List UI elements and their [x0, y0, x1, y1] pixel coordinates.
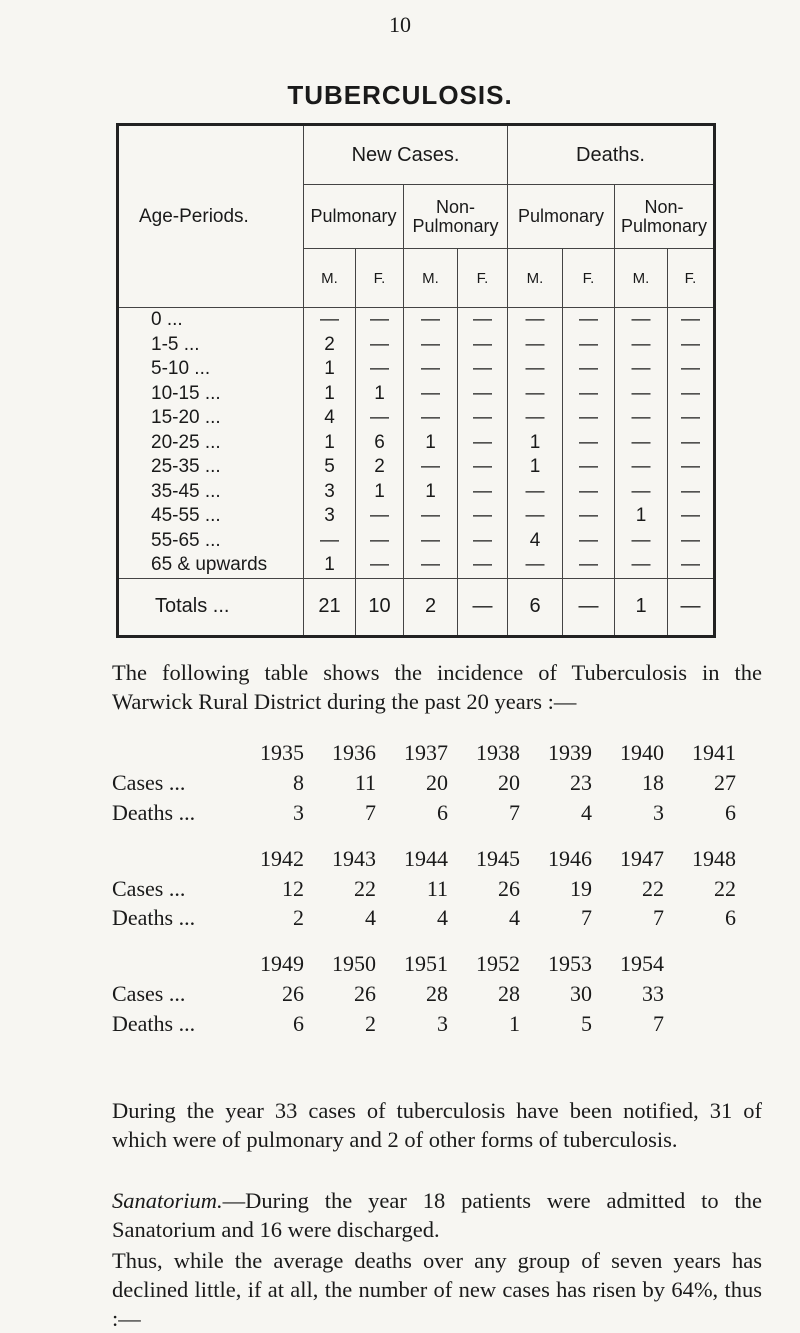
male-header: M.	[508, 249, 563, 308]
table-cell: 2	[304, 333, 356, 358]
conclusion-paragraph: Thus, while the average deaths over any group of seven years has declined little, if at all, the number of new cases has risen by 64%, thus :—	[112, 1248, 762, 1331]
table-cell: 4	[304, 406, 356, 431]
table-row	[118, 553, 715, 578]
table-cell: 1	[404, 431, 458, 456]
table-cell: —	[356, 504, 404, 529]
yearly-incidence-table	[112, 738, 736, 1039]
table-cell: —	[356, 529, 404, 554]
cases-label: Cases ...	[112, 770, 186, 796]
cases-cell: 33	[642, 981, 664, 1007]
table-cell: —	[668, 382, 715, 407]
cases-row	[112, 980, 736, 1010]
age-period-label: 10-15 ...	[151, 382, 221, 404]
table-cell: —	[458, 504, 508, 529]
cases-cell: 26	[354, 981, 376, 1007]
table-row	[118, 455, 715, 480]
table-cell: —	[563, 308, 615, 333]
cases-label: Cases ...	[112, 981, 186, 1007]
year-cell: 1949	[260, 951, 304, 977]
table-cell: —	[563, 357, 615, 382]
table-cell: —	[563, 406, 615, 431]
pulmonary-header: Pulmonary	[508, 185, 615, 249]
table-cell: —	[563, 504, 615, 529]
year-cell: 1938	[476, 740, 520, 766]
table-cell: —	[458, 455, 508, 480]
table-cell: 21	[304, 578, 356, 636]
totals-label: Totals ...	[118, 578, 304, 636]
year-cell: 1947	[620, 845, 664, 871]
table-cell: —	[508, 553, 563, 578]
table-cell: —	[356, 333, 404, 358]
table-cell: 1	[304, 553, 356, 578]
table-cell: 1	[508, 455, 563, 480]
table-row	[118, 308, 715, 333]
table-cell: 3	[304, 480, 356, 505]
table-cell: —	[508, 382, 563, 407]
cases-cell: 22	[642, 875, 664, 901]
sanatorium-paragraph	[112, 1186, 762, 1244]
table-cell: —	[615, 406, 668, 431]
table-cell: —	[563, 382, 615, 407]
table-cell: 1	[615, 504, 668, 529]
cases-cell: 8	[293, 770, 304, 796]
deaths-cell: 4	[509, 905, 520, 931]
age-period-label: 15-20 ...	[151, 407, 221, 429]
page-title: TUBERCULOSIS.	[287, 80, 513, 110]
cases-label: Cases ...	[112, 875, 186, 901]
age-period-label: 0 ...	[118, 308, 304, 333]
table-cell: —	[458, 431, 508, 456]
deaths-row	[112, 904, 736, 934]
deaths-cell: 2	[365, 1010, 376, 1036]
non-pulmonary-header: Non- Pulmonary	[615, 185, 715, 249]
cases-cell: 26	[498, 875, 520, 901]
deaths-cell: 4	[365, 905, 376, 931]
deaths-label: Deaths ...	[112, 905, 196, 931]
age-period-label: 45-55 ...	[151, 505, 221, 527]
age-period-label: 55-65 ...	[151, 529, 221, 551]
male-header: M.	[615, 249, 668, 308]
table-cell: —	[668, 480, 715, 505]
year-cell: 1948	[692, 845, 736, 871]
cases-cell: 30	[570, 981, 592, 1007]
age-period-label: 5-10 ...	[151, 358, 211, 380]
table-cell: 4	[508, 529, 563, 554]
table-cell: —	[356, 553, 404, 578]
table-cell: 10	[356, 578, 404, 636]
year-cell: 1941	[692, 740, 736, 766]
table-cell: —	[404, 357, 458, 382]
deaths-cell: 1	[509, 1010, 520, 1036]
table-cell: —	[404, 333, 458, 358]
table-cell: —	[404, 553, 458, 578]
table-cell: —	[356, 308, 404, 333]
deaths-cell: 3	[293, 799, 304, 825]
table-cell: 3	[304, 504, 356, 529]
table-cell: —	[668, 406, 715, 431]
deaths-cell: 7	[365, 799, 376, 825]
age-periods-header: Age-Periods.	[139, 205, 249, 227]
cases-cell: 28	[426, 981, 448, 1007]
year-cell: 1950	[332, 951, 376, 977]
table-cell: —	[668, 529, 715, 554]
year-cell: 1945	[476, 845, 520, 871]
table-row	[118, 431, 715, 456]
table-cell: —	[615, 333, 668, 358]
table-cell: —	[458, 357, 508, 382]
year-cell: 1944	[404, 845, 448, 871]
table-cell: —	[508, 333, 563, 358]
female-header: F.	[356, 249, 404, 308]
deaths-cell: 6	[293, 1010, 304, 1036]
year-cell: 1954	[620, 951, 664, 977]
deaths-row	[112, 1009, 736, 1039]
table-cell: —	[404, 308, 458, 333]
table-cell: —	[615, 455, 668, 480]
year-cell: 1940	[620, 740, 664, 766]
female-header: F.	[563, 249, 615, 308]
cases-cell: 11	[426, 875, 448, 901]
sanatorium-text: —During the year 18 patients were admitted to the Sanatorium and 16 were discharged.	[112, 1188, 762, 1242]
year-cell: 1942	[260, 845, 304, 871]
deaths-cell: 7	[653, 905, 664, 931]
new-cases-header: New Cases.	[304, 125, 508, 185]
cases-cell: 22	[714, 875, 736, 901]
totals-row	[118, 578, 715, 636]
table-cell: —	[563, 529, 615, 554]
table-cell: —	[668, 578, 715, 636]
deaths-cell: 6	[437, 799, 448, 825]
age-period-label: 35-45 ...	[151, 480, 221, 502]
table-cell: —	[508, 504, 563, 529]
table-cell: 6	[508, 578, 563, 636]
table-cell: —	[668, 308, 715, 333]
year-row	[112, 949, 736, 980]
year-cell: 1951	[404, 951, 448, 977]
table-cell: —	[458, 553, 508, 578]
table-cell: —	[458, 333, 508, 358]
table-cell: 1	[356, 480, 404, 505]
age-period-label: 65 & upwards	[151, 554, 268, 576]
cases-cell: 11	[354, 770, 376, 796]
non-pulmonary-header: Non- Pulmonary	[404, 185, 508, 249]
female-header: F.	[458, 249, 508, 308]
table-cell: 1	[304, 382, 356, 407]
table-cell: —	[668, 455, 715, 480]
male-header: M.	[404, 249, 458, 308]
table-cell: —	[458, 578, 508, 636]
table-row	[118, 382, 715, 407]
cases-cell: 12	[282, 875, 304, 901]
deaths-cell: 7	[581, 905, 592, 931]
table-cell: —	[668, 504, 715, 529]
sanatorium-heading: Sanatorium.	[112, 1188, 223, 1213]
table-cell: —	[615, 553, 668, 578]
notification-paragraph: During the year 33 cases of tuberculosis have been notified, 31 of which were of pulmonary and 2 of other forms of tuberculosis.	[112, 1098, 762, 1152]
table-cell: —	[563, 480, 615, 505]
table-cell: 1	[508, 431, 563, 456]
year-row	[112, 738, 736, 769]
tuberculosis-table	[116, 123, 716, 638]
table-cell: —	[458, 480, 508, 505]
age-period-label: 25-35 ...	[151, 456, 221, 478]
table-row	[118, 504, 715, 529]
female-header: F.	[668, 249, 715, 308]
table-cell: 2	[404, 578, 458, 636]
table-cell: —	[668, 553, 715, 578]
year-cell: 1946	[548, 845, 592, 871]
year-cell: 1935	[260, 740, 304, 766]
deaths-cell: 7	[509, 799, 520, 825]
table-cell: —	[563, 553, 615, 578]
table-row	[118, 406, 715, 431]
table-cell: —	[615, 431, 668, 456]
table-cell: —	[668, 333, 715, 358]
table-cell: —	[304, 308, 356, 333]
male-header: M.	[304, 249, 356, 308]
table-cell: —	[404, 529, 458, 554]
cases-cell: 20	[498, 770, 520, 796]
deaths-cell: 3	[437, 1010, 448, 1036]
cases-cell: 20	[426, 770, 448, 796]
deaths-cell: 6	[725, 905, 736, 931]
cases-cell: 28	[498, 981, 520, 1007]
table-cell: —	[458, 529, 508, 554]
deaths-cell: 4	[437, 905, 448, 931]
table-cell: —	[563, 455, 615, 480]
deaths-cell: 4	[581, 799, 592, 825]
table-cell: 1	[304, 431, 356, 456]
deaths-header: Deaths.	[508, 125, 715, 185]
table-cell: —	[615, 308, 668, 333]
cases-cell: 19	[570, 875, 592, 901]
deaths-cell: 5	[581, 1010, 592, 1036]
cases-cell: 26	[282, 981, 304, 1007]
table-cell: —	[563, 431, 615, 456]
age-period-label: 1-5 ...	[151, 333, 200, 355]
cases-cell: 27	[714, 770, 736, 796]
table-cell: 1	[356, 382, 404, 407]
table-cell: 5	[304, 455, 356, 480]
year-cell: 1939	[548, 740, 592, 766]
table-cell: —	[508, 357, 563, 382]
cases-cell: 23	[570, 770, 592, 796]
table-row	[118, 480, 715, 505]
table-cell: —	[404, 382, 458, 407]
table-cell: —	[404, 504, 458, 529]
table-cell: —	[615, 529, 668, 554]
year-cell: 1952	[476, 951, 520, 977]
table-cell: —	[668, 357, 715, 382]
year-row	[112, 844, 736, 875]
table-cell: 2	[356, 455, 404, 480]
deaths-cell: 6	[725, 799, 736, 825]
deaths-label: Deaths ...	[112, 1010, 196, 1036]
table-cell: —	[508, 406, 563, 431]
deaths-label: Deaths ...	[112, 799, 196, 825]
year-cell: 1937	[404, 740, 448, 766]
table-cell: —	[563, 333, 615, 358]
age-period-label: 20-25 ...	[151, 431, 221, 453]
table-cell: —	[508, 480, 563, 505]
table-cell: —	[356, 406, 404, 431]
cases-cell: 18	[642, 770, 664, 796]
intro-paragraph: The following table shows the incidence of Tuberculosis in the Warwick Rural District during the past 20 years :—	[112, 660, 762, 714]
page-number: 10	[389, 12, 411, 37]
table-cell: —	[615, 382, 668, 407]
pulmonary-header: Pulmonary	[304, 185, 404, 249]
deaths-cell: 2	[293, 905, 304, 931]
table-cell: —	[404, 455, 458, 480]
table-cell: —	[563, 578, 615, 636]
table-cell: —	[304, 529, 356, 554]
year-cell: 1953	[548, 951, 592, 977]
table-cell: 1	[615, 578, 668, 636]
table-cell: 1	[304, 357, 356, 382]
cases-row	[112, 769, 736, 799]
table-cell: 6	[356, 431, 404, 456]
table-cell: —	[458, 382, 508, 407]
cases-cell: 22	[354, 875, 376, 901]
cases-row	[112, 874, 736, 904]
table-cell: —	[668, 431, 715, 456]
table-row	[118, 357, 715, 382]
table-cell: —	[458, 308, 508, 333]
table-cell: —	[404, 406, 458, 431]
year-cell: 1936	[332, 740, 376, 766]
table-cell: —	[508, 308, 563, 333]
table-cell: —	[458, 406, 508, 431]
deaths-row	[112, 798, 736, 828]
table-cell: 1	[404, 480, 458, 505]
deaths-cell: 7	[653, 1010, 664, 1036]
table-cell: —	[356, 357, 404, 382]
deaths-cell: 3	[653, 799, 664, 825]
table-row	[118, 529, 715, 554]
table-cell: —	[615, 357, 668, 382]
year-cell: 1943	[332, 845, 376, 871]
table-cell: —	[615, 480, 668, 505]
table-row	[118, 333, 715, 358]
